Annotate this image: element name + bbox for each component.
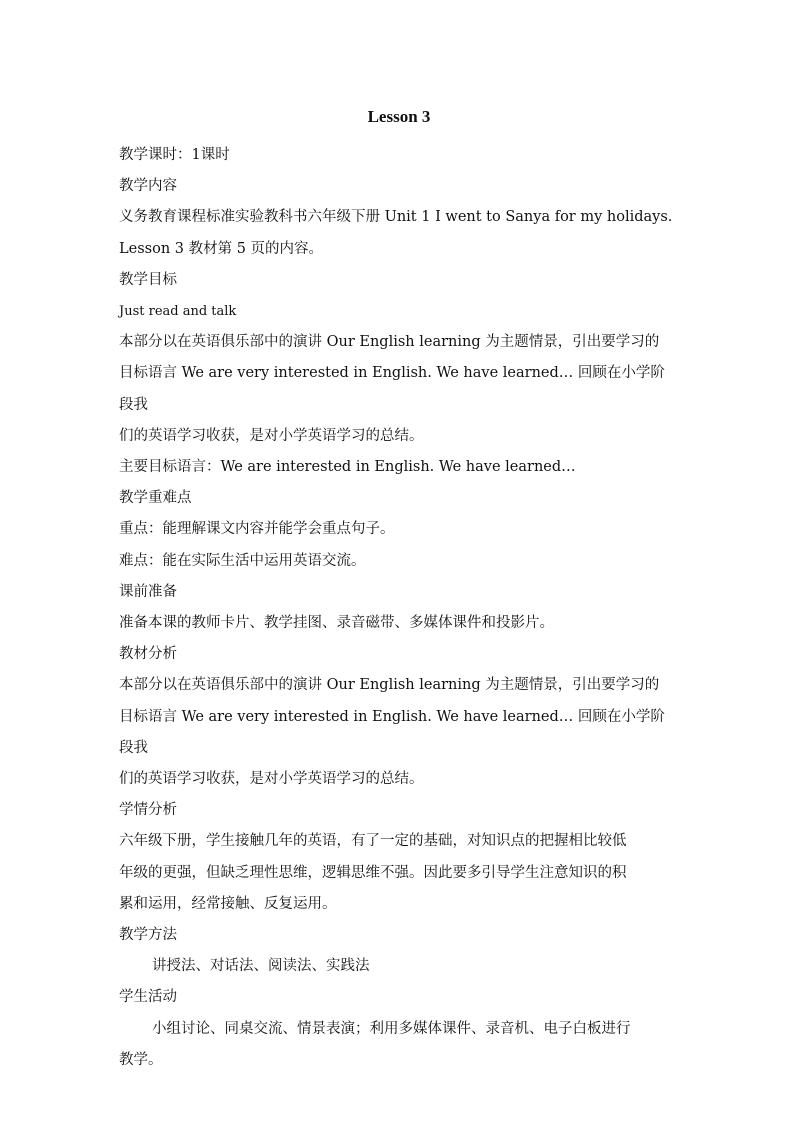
heading-teaching-goals: 教学目标 bbox=[119, 271, 177, 288]
content-line: 义务教育课程标准实验教科书六年级下册 Unit 1 I went to Sanya for my holidays. bbox=[119, 209, 673, 226]
analysis-line: 目标语言 We are very interested in English. We have learned… 回顾在小学阶段我 bbox=[119, 708, 665, 756]
heading-student-analysis: 学情分析 bbox=[119, 802, 177, 819]
content-line: Lesson 3 教材第 5 页的内容。 bbox=[119, 240, 324, 257]
activities-line: 小组讨论、同桌交流、情景表演；利用多媒体课件、录音机、电子白板进行 bbox=[152, 1020, 631, 1037]
key-point: 重点：能理解课文内容并能学会重点句子。 bbox=[119, 521, 395, 538]
student-analysis-line: 累和运用，经常接触、反复运用。 bbox=[119, 895, 337, 912]
student-analysis-line: 年级的更强，但缺乏理性思维，逻辑思维不强。因此要多引导学生注意知识的积 bbox=[119, 864, 627, 881]
analysis-line: 们的英语学习收获，是对小学英语学习的总结。 bbox=[119, 771, 424, 788]
heading-preparation: 课前准备 bbox=[119, 583, 177, 600]
goal-line: 目标语言 We are very interested in English. We have learned… 回顾在小学阶段我 bbox=[119, 365, 665, 413]
difficult-point: 难点：能在实际生活中运用英语交流。 bbox=[119, 552, 366, 569]
main-target-language: 主要目标语言：We are interested in English. We have learned… bbox=[119, 459, 576, 476]
document-title: Lesson 3 bbox=[367, 107, 431, 126]
heading-material-analysis: 教材分析 bbox=[119, 646, 177, 663]
goal-line: 本部分以在英语俱乐部中的演讲 Our English learning 为主题情景，引出要学习的 bbox=[119, 334, 660, 351]
preparation-line: 准备本课的教师卡片、教学挂图、录音磁带、多媒体课件和投影片。 bbox=[119, 615, 554, 632]
heading-teaching-content: 教学内容 bbox=[119, 178, 177, 195]
heading-teaching-methods: 教学方法 bbox=[119, 927, 177, 944]
student-analysis-line: 六年级下册，学生接触几年的英语，有了一定的基础，对知识点的把握相比较低 bbox=[119, 833, 627, 850]
goal-section-label: Just read and talk bbox=[119, 304, 237, 320]
analysis-line: 本部分以在英语俱乐部中的演讲 Our English learning 为主题情景，引出要学习的 bbox=[119, 677, 660, 694]
goal-line: 们的英语学习收获，是对小学英语学习的总结。 bbox=[119, 427, 424, 444]
methods-line: 讲授法、对话法、阅读法、实践法 bbox=[152, 958, 370, 975]
document-page bbox=[119, 104, 679, 1076]
heading-student-activities: 学生活动 bbox=[119, 989, 177, 1006]
class-hours: 教学课时：1课时 bbox=[119, 147, 230, 163]
heading-key-points: 教学重难点 bbox=[119, 490, 192, 507]
activities-line: 教学。 bbox=[119, 1051, 163, 1068]
